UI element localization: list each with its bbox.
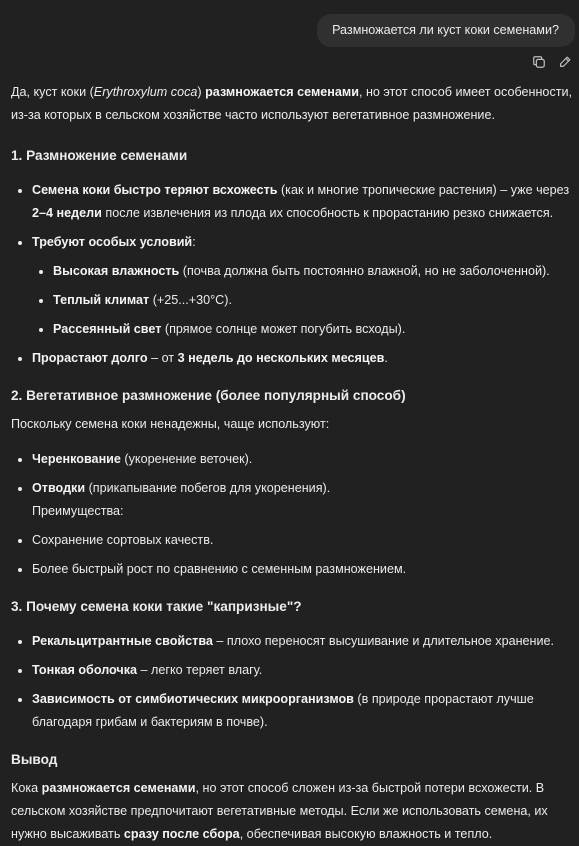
section-heading-vegetative: 2. Вегетативное размножение (более популярный способ)	[11, 388, 406, 403]
list-seeds	[11, 179, 573, 370]
user-message-row	[317, 14, 575, 47]
pencil-icon	[558, 55, 572, 69]
list-item: Зависимость от симбиотических микроорганизмов (в природе прорастают лучше благодаря грибам и бактериям в почве).	[11, 688, 573, 734]
edit-button[interactable]	[557, 54, 573, 70]
user-message-actions	[531, 54, 573, 70]
copy-button[interactable]	[531, 54, 547, 70]
list-item: Семена коки быстро теряют всхожесть (как и многие тропические растения) – уже через 2–4 недели после извлечения из плода их способность к прорастанию резко снижается.	[11, 179, 573, 225]
list-item: Тонкая оболочка – легко теряет влагу.	[11, 659, 573, 682]
copy-icon	[532, 55, 546, 69]
section-heading-seeds: 1. Размножение семенами	[11, 148, 188, 163]
list-capricious	[11, 630, 573, 734]
list-item: Прорастают долго – от 3 недель до нескольких месяцев.	[11, 347, 573, 370]
list-item: Рассеянный свет (прямое солнце может погубить всходы).	[11, 318, 573, 341]
section-intro-vegetative: Поскольку семена коки ненадежны, чаще используют:	[11, 417, 330, 431]
answer-intro: Да, куст коки (Erythroxylum coca) размножается семенами, но этот способ имеет особенности, из-за которых в сельском хозяйстве часто используют вегетативное размножение.	[11, 85, 573, 122]
list-item: Высокая влажность (почва должна быть постоянно влажной, но не заболоченной).	[11, 260, 573, 283]
list-item: Отводки (прикапывание побегов для укоренения).	[11, 477, 573, 500]
list-item: Требуют особых условий:	[11, 231, 573, 254]
list-item: Более быстрый рост по сравнению с семенным размножением.	[11, 558, 573, 581]
section-heading-conclusion: Вывод	[11, 752, 58, 767]
assistant-answer	[11, 81, 573, 846]
list-item: Черенкование (укоренение веточек).	[11, 448, 573, 471]
list-item: Сохранение сортовых качеств.	[11, 529, 573, 552]
list-item: Рекальцитрантные свойства – плохо переносят высушивание и длительное хранение.	[11, 630, 573, 653]
section-heading-capricious: 3. Почему семена коки такие "капризные"?	[11, 599, 302, 614]
user-message-bubble: Размножается ли куст коки семенами?	[317, 14, 575, 47]
list-vegetative	[11, 448, 573, 581]
list-item: Теплый климат (+25...+30°C).	[11, 289, 573, 312]
conclusion-text: Кока размножается семенами, но этот способ сложен из-за быстрой потери всхожести. В сельском хозяйстве предпочитают вегетативные методы. Если же использовать семена, их нужно высаживать сразу после сбора, обеспечивая высокую влажность и тепло.	[11, 781, 548, 841]
advantages-label: Преимущества:	[32, 504, 124, 518]
sub-list-conditions	[11, 260, 573, 341]
